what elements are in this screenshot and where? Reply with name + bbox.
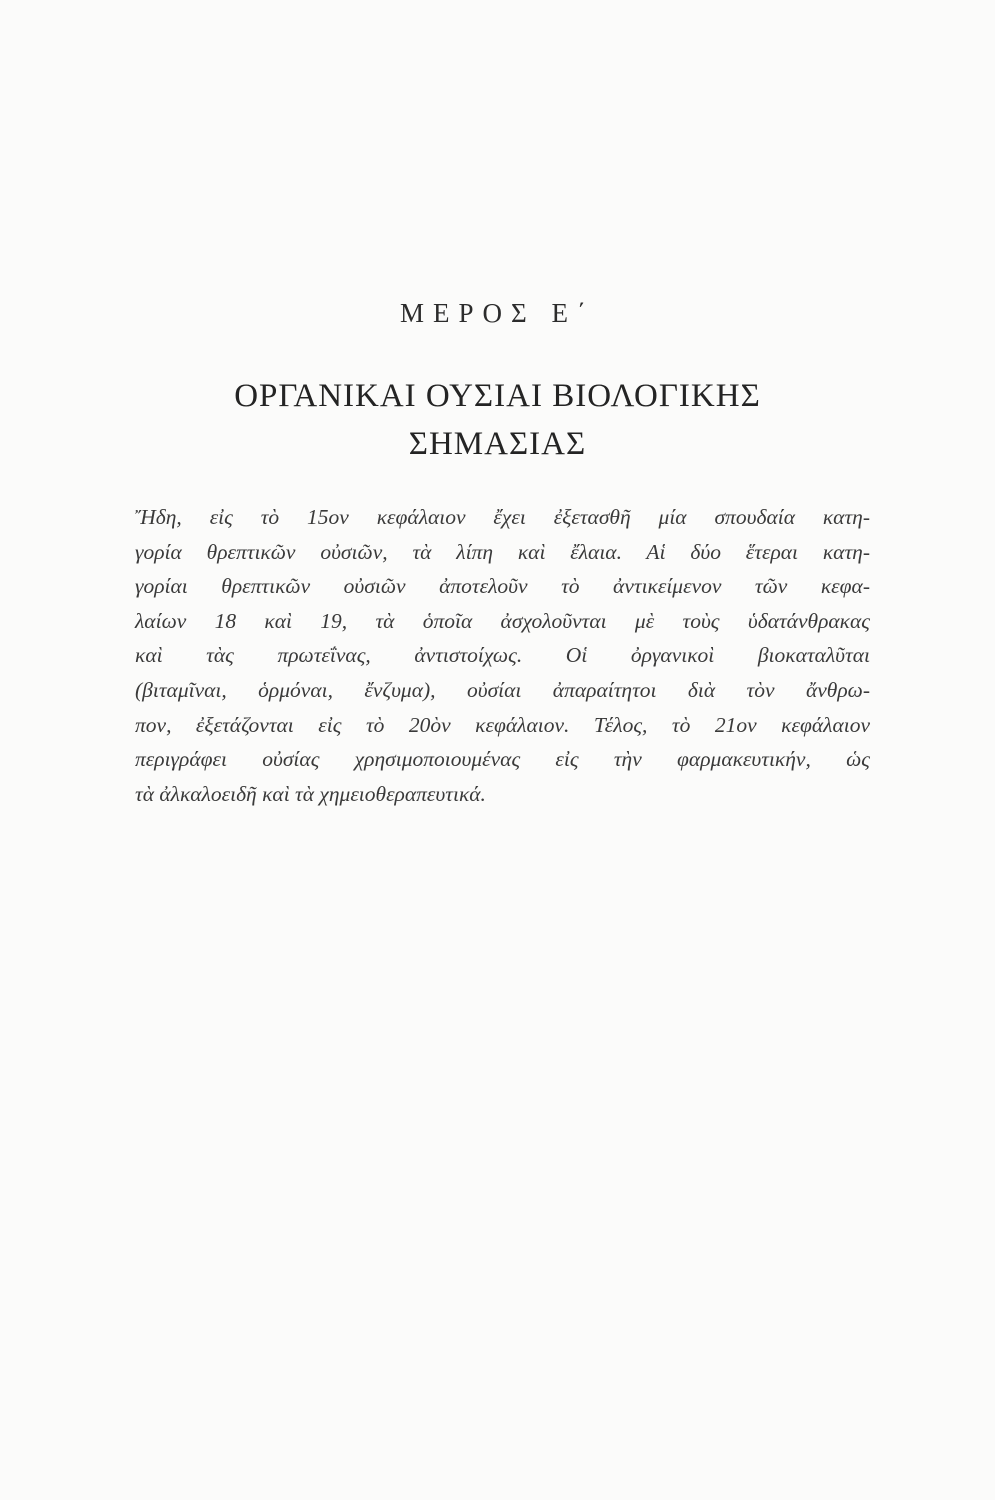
paragraph-line: πον, ἐξετάζονται εἰς τὸ 20ὸν κεφάλαιον. Τέλος, τὸ 21ον κεφάλαιον <box>135 712 870 737</box>
chapter-title-line-2: ΣΗΜΑΣΙΑΣ <box>408 426 587 462</box>
paragraph-line: (βιταμῖναι, ὁρμόναι, ἔνζυμα), οὐσίαι ἀπαραίτητοι διὰ τὸν ἄνθρω- <box>135 677 870 702</box>
paragraph-line: γορία θρεπτικῶν οὐσιῶν, τὰ λίπη καὶ ἔλαια. Αἱ δύο ἕτεραι κατη- <box>135 539 870 564</box>
paragraph-line: καὶ τὰς πρωτεΐνας, ἀντιστοίχως. Οἱ ὀργανικοὶ βιοκαταλῦται <box>135 643 870 668</box>
paragraph-line: γορίαι θρεπτικῶν οὐσιῶν ἀποτελοῦν τὸ ἀντικείμενον τῶν κεφα- <box>135 574 870 599</box>
paragraph-line: τὰ ἀλκαλοειδῆ καὶ τὰ χημειοθεραπευτικά. <box>135 781 486 806</box>
chapter-title-line-1: ΟΡΓΑΝΙΚΑΙ ΟΥΣΙΑΙ ΒΙΟΛΟΓΙΚΗΣ <box>234 378 761 414</box>
paragraph-line: λαίων 18 καὶ 19, τὰ ὁποῖα ἀσχολοῦνται μὲ τοὺς ὑδατάνθρακας <box>135 608 870 633</box>
part-heading: ΜΕΡΟΣ Ε΄ <box>400 298 595 328</box>
chapter-title <box>0 372 995 468</box>
paragraph-line: Ἤδη, εἰς τὸ 15ον κεφάλαιον ἔχει ἐξετασθῆ μία σπουδαία κατη- <box>135 505 870 529</box>
paragraph-line: περιγράφει οὐσίας χρησιμοποιουμένας εἰς τὴν φαρμακευτικήν, ὡς <box>135 747 870 772</box>
intro-paragraph <box>135 500 870 811</box>
